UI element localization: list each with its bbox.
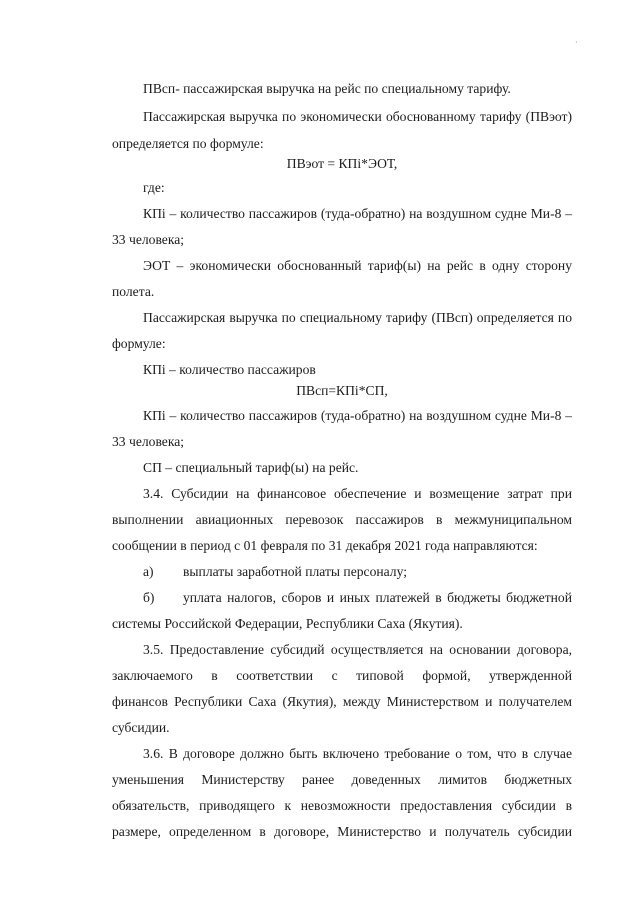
text-line: Пассажирская выручка по специальному тарифу (ПВсп) определяется по — [143, 310, 572, 325]
text-line: полета. — [112, 284, 155, 299]
text-line: финансов Республики Саха (Якутия), между Министерством и получателем — [112, 694, 572, 709]
text-line: сообщении в период с 01 февраля по 31 декабря 2021 года направляются: — [112, 538, 538, 553]
text-line: обязательств, приводящего к невозможности предоставления субсидии в — [112, 798, 572, 813]
text-line: ЭОТ – экономически обоснованный тариф(ы) на рейс в одну сторону — [143, 258, 572, 273]
text-line: ПВэот = КПi*ЭОТ, — [286, 156, 398, 171]
text-line: заключаемого в соответствии с типовой формой, утвержденной — [112, 668, 572, 683]
text-line: СП – специальный тариф(ы) на рейс. — [143, 460, 359, 475]
text-line: формуле: — [112, 336, 166, 351]
page-mark: · — [575, 38, 578, 47]
text-line: системы Российской Федерации, Республики Саха (Якутия). — [112, 616, 463, 631]
text-line: КПi – количество пассажиров (туда-обратно) на воздушном судне Ми-8 – — [143, 206, 572, 221]
text-line: 33 человека; — [112, 232, 185, 247]
text-line: 3.6. В договоре должно быть включено требование о том, что в случае — [143, 746, 572, 761]
text-line: определяется по формуле: — [112, 136, 264, 151]
text-line: Пассажирская выручка по экономически обоснованному тарифу (ПВэот) — [143, 109, 572, 124]
text-line: ПВсп=КПi*СП, — [296, 383, 388, 398]
list-marker: б) — [143, 590, 155, 605]
text-line: где: — [143, 180, 165, 195]
text-line: КПi – количество пассажиров — [143, 362, 316, 377]
text-line: 33 человека; — [112, 434, 185, 449]
list-text: уплата налогов, сборов и иных платежей в бюджеты бюджетной — [183, 590, 572, 605]
text-line: размере, определенном в договоре, Министерство и получатель субсидии — [112, 824, 572, 839]
list-text: выплаты заработной платы персоналу; — [183, 564, 407, 579]
text-line — [143, 590, 572, 606]
text-line: уменьшения Министерству ранее доведенных лимитов бюджетных — [112, 772, 572, 787]
text-line: 3.4. Субсидии на финансовое обеспечение и возмещение затрат при — [143, 486, 572, 501]
list-marker: а) — [143, 564, 154, 579]
text-line: субсидии. — [112, 720, 170, 735]
text-line: 3.5. Предоставление субсидий осуществляется на основании договора, — [143, 642, 572, 657]
text-line: КПi – количество пассажиров (туда-обратно) на воздушном судне Ми-8 – — [143, 408, 572, 423]
text-line: выполнении авиационных перевозок пассажиров в межмуниципальном — [112, 512, 572, 527]
text-line: ПВсп- пассажирская выручка на рейс по специальному тарифу. — [143, 81, 511, 96]
text-line — [143, 564, 572, 580]
